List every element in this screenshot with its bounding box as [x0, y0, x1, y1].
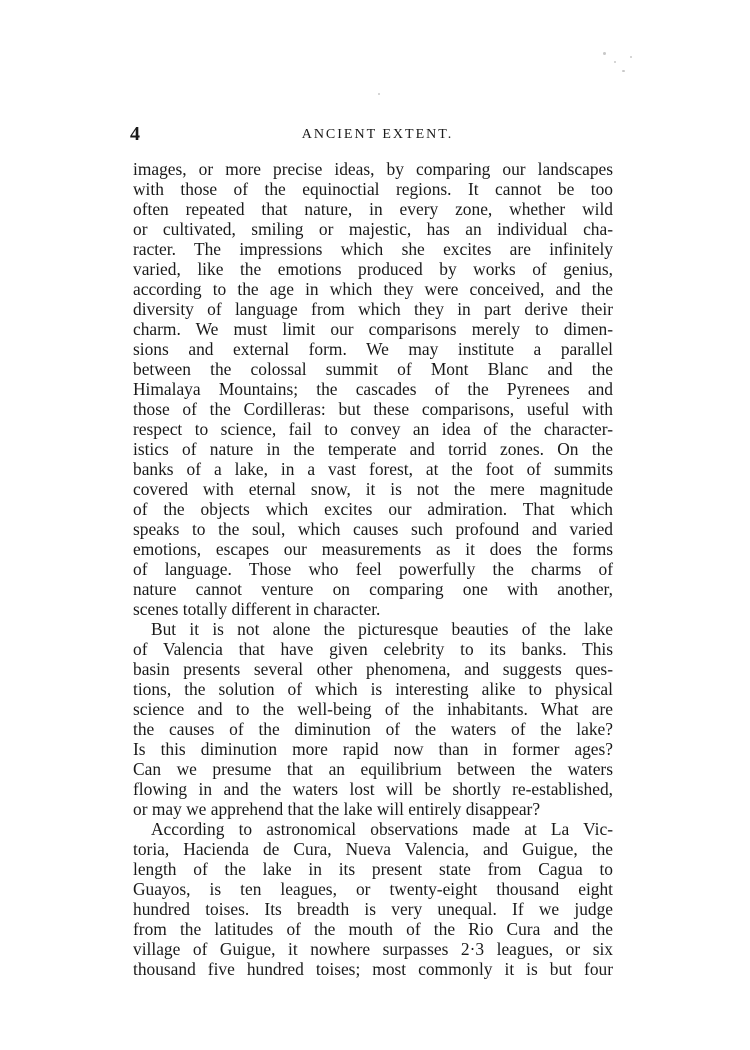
text-line: emotions, escapes our measurements as it does the forms — [133, 539, 613, 559]
text-line: Guayos, is ten leagues, or twenty-eight thousand eight — [133, 879, 613, 899]
text-line: from the latitudes of the mouth of the Rio Cura and the — [133, 919, 613, 939]
paragraph — [133, 619, 613, 819]
text-line: village of Guigue, it nowhere surpasses 2·3 leagues, or six — [133, 939, 613, 959]
text-line: those of the Cordilleras: but these comparisons, useful with — [133, 399, 613, 419]
text-line: istics of nature in the temperate and torrid zones. On the — [133, 439, 613, 459]
ink-speck — [378, 93, 380, 95]
text-line: of Valencia that have given celebrity to its banks. This — [133, 639, 613, 659]
text-line: Himalaya Mountains; the cascades of the Pyrenees and — [133, 379, 613, 399]
text-line: often repeated that nature, in every zone, whether wild — [133, 199, 613, 219]
text-line: between the colossal summit of Mont Blanc and the — [133, 359, 613, 379]
text-line: the causes of the diminution of the waters of the lake? — [133, 719, 613, 739]
page-number: 4 — [130, 123, 140, 145]
text-line: covered with eternal snow, it is not the mere magnitude — [133, 479, 613, 499]
text-line: basin presents several other phenomena, and suggests ques- — [133, 659, 613, 679]
text-line: But it is not alone the picturesque beauties of the lake — [151, 619, 613, 639]
text-line: racter. The impressions which she excites are infinitely — [133, 239, 613, 259]
text-line: tions, the solution of which is interesting alike to physical — [133, 679, 613, 699]
body-text — [133, 159, 613, 979]
text-line: or may we apprehend that the lake will entirely disappear? — [133, 799, 541, 819]
text-line: science and to the well-being of the inhabitants. What are — [133, 699, 613, 719]
text-line: thousand five hundred toises; most commonly it is but four — [133, 959, 613, 979]
ink-speck — [603, 52, 606, 55]
text-line: Can we presume that an equilibrium between the waters — [133, 759, 613, 779]
ink-speck — [614, 61, 616, 63]
text-line: Is this diminution more rapid now than in former ages? — [133, 739, 613, 759]
text-line: According to astronomical observations made at La Vic- — [151, 819, 613, 839]
text-line: charm. We must limit our comparisons merely to dimen- — [133, 319, 613, 339]
text-line: banks of a lake, in a vast forest, at the foot of summits — [133, 459, 613, 479]
text-line: hundred toises. Its breadth is very unequal. If we judge — [133, 899, 613, 919]
text-line: according to the age in which they were conceived, and the — [133, 279, 613, 299]
ink-speck — [622, 70, 625, 72]
text-line: diversity of language from which they in part derive their — [133, 299, 613, 319]
text-line: sions and external form. We may institute a parallel — [133, 339, 613, 359]
text-line: toria, Hacienda de Cura, Nueva Valencia, and Guigue, the — [133, 839, 613, 859]
text-line: scenes totally different in character. — [133, 599, 381, 619]
text-line: or cultivated, smiling or majestic, has an individual cha- — [133, 219, 613, 239]
ink-speck — [630, 56, 632, 58]
text-line: speaks to the soul, which causes such profound and varied — [133, 519, 613, 539]
paragraph — [133, 159, 613, 619]
text-line: images, or more precise ideas, by comparing our landscapes — [133, 159, 613, 179]
text-line: varied, like the emotions produced by works of genius, — [133, 259, 613, 279]
text-line: flowing in and the waters lost will be shortly re-established, — [133, 779, 613, 799]
text-line: length of the lake in its present state from Cagua to — [133, 859, 613, 879]
text-line: of the objects which excites our admiration. That which — [133, 499, 613, 519]
text-line: of language. Those who feel powerfully the charms of — [133, 559, 613, 579]
running-head: ANCIENT EXTENT. — [301, 127, 454, 142]
text-line: nature cannot venture on comparing one with another, — [133, 579, 613, 599]
text-line: with those of the equinoctial regions. It cannot be too — [133, 179, 613, 199]
text-line: respect to science, fail to convey an idea of the character- — [133, 419, 613, 439]
page-header — [130, 123, 625, 151]
paragraph — [133, 819, 613, 979]
